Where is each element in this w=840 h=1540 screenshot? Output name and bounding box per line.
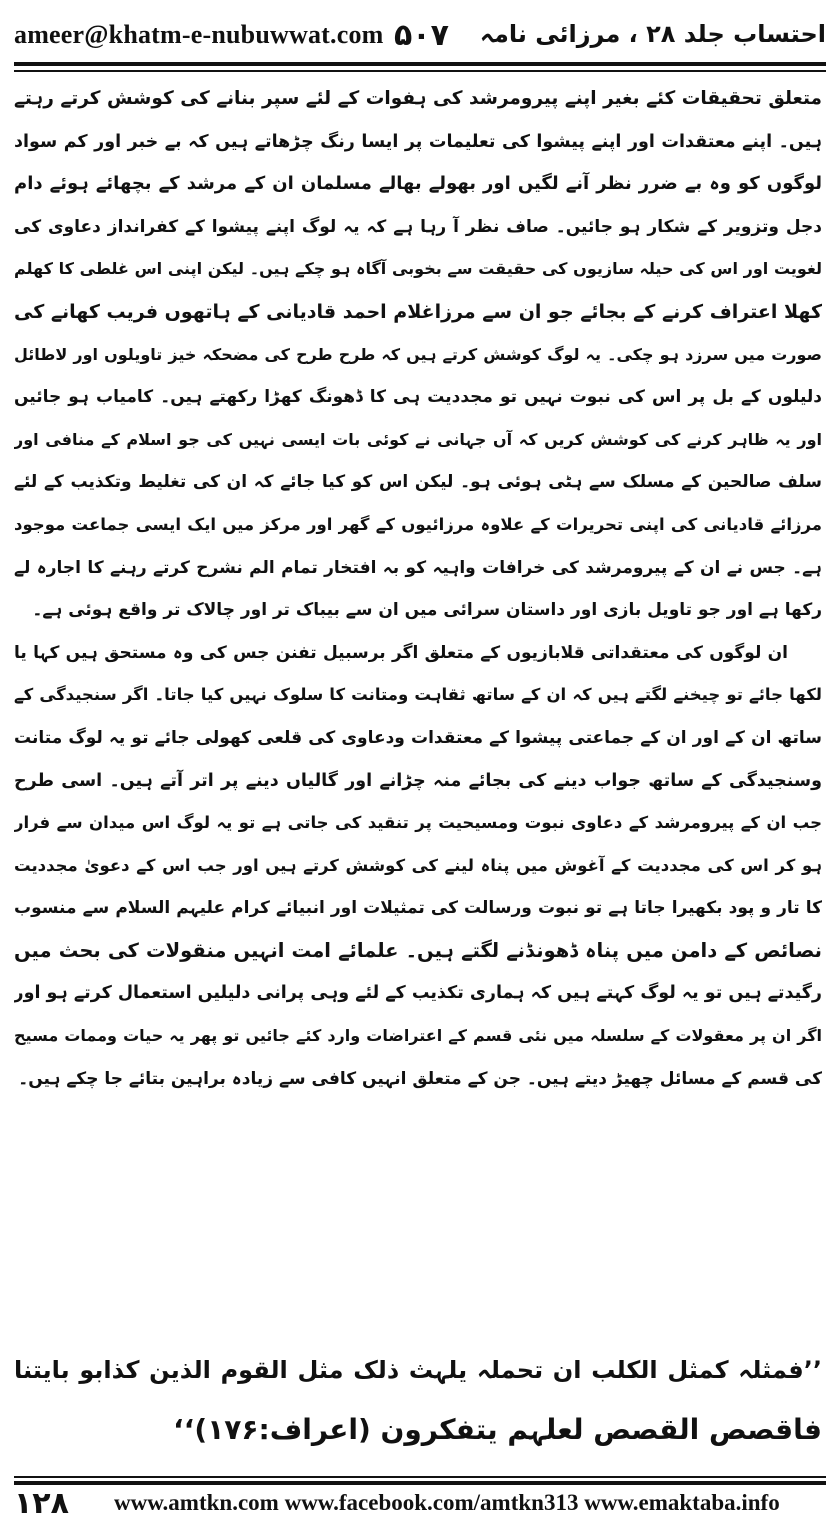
text-line: ساتھ ان کے اور ان کے جماعتی پیشوا کے معتقدات ودعاوی کی قلعی کھولی جائے تو یہ لوگ متانت xyxy=(14,727,822,748)
text-line: سلف صالحین کے مسلک سے ہٹی ہوئی ہو۔ لیکن اس کو کیا جائے کہ ان کی تغلیط وتکذیب کے لئے xyxy=(14,472,822,493)
text-line: دجل وتزویر کے شکار ہو جائیں۔ صاف نظر آ رہا ہے کہ یہ لوگ اپنے پیشوا کے کفرانداز دعاوی کی xyxy=(14,216,822,237)
page-footer xyxy=(14,1478,826,1524)
text-line: مرزائے قادیانی کی اپنی تحریرات کے علاوہ مرزائیوں کے گھر اور مرکز میں ایک ایسی جماعت موجود xyxy=(14,514,822,534)
quote-line-1: ’’فمثلہ کمثل الکلب ان تحملہ یلہث ذلک مثل القوم الذین کذابو بایتنا xyxy=(14,1356,822,1384)
text-line: رگیدتے ہیں تو یہ لوگ کہتے ہیں کہ ہماری تکذیب کے لئے وہی پرانی دلیلیں استعمال کرتے ہو اور xyxy=(14,983,822,1004)
text-line: کھلا اعتراف کرنے کے بجائے جو ان سے مرزاغلام احمد قادیانی کے ہاتھوں فریب کھانے کی xyxy=(14,300,822,323)
text-line: نصائص کے دامن میں پناہ ڈھونڈنے لگتے ہیں۔ علمائے امت انہیں منقولات کی بحث میں xyxy=(14,938,822,962)
folio-number: ۱۲۸ xyxy=(14,1486,69,1521)
text-line: لوگوں کو وہ بے ضرر نظر آنے لگیں اور بھولے بھالے مسلمان ان کے مرشد کے بچھائے ہوئے دام xyxy=(14,173,822,195)
quote-line-2: فاقصص القصص لعلہم یتفکرون (اعراف:۱۷۶)‘‘ xyxy=(173,1413,822,1446)
text-line: جب ان کے پیرومرشد کے دعاوی نبوت ومسیحیت پر تنقید کی جاتی ہے تو یہ لوگ اس میدان سے فرار xyxy=(14,813,822,833)
text-line: ان لوگوں کی معتقداتی قلابازیوں کے متعلق اگر برسبیل تفنن جس کی وہ مستحق ہیں کہا یا xyxy=(14,642,788,663)
text-line: کا تار و پود بکھیرا جاتا ہے تو نبوت ورسالت کی تمثیلات اور انبیائے کرام علیہم السلام سے منسوب xyxy=(14,898,822,919)
text-line: متعلق تحقیقات کئے بغیر اپنے پیرومرشد کی ہفوات کے لئے سپر بنانے کی کوشش کرتے رہتے xyxy=(14,88,822,109)
text-line: رکھا ہے اور جو تاویل بازی اور داستان سرائی میں ان سے بیباک تر اور چالاک تر واقع ہوئی ہے۔ xyxy=(32,600,822,621)
header-rule-thick xyxy=(14,62,826,66)
text-line: ہے۔ جس نے ان کے پیرومرشد کی خرافات واہیہ کو بہ افتخار تمام الم نشرح کرتے رہنے کا اجارہ لے xyxy=(14,557,822,578)
text-line: صورت میں سرزد ہو چکی۔ یہ لوگ کوشش کرتے ہیں کہ طرح طرح کی مضحکہ خیز تاویلوں اور لاطائل xyxy=(14,344,822,364)
body-paragraphs xyxy=(14,78,822,1100)
text-line: ہو کر اس کی مجددیت کے آغوش میں پناہ لینے کی کوشش کرتے ہیں اور جب اس کے دعویٰ مجددیت xyxy=(14,855,822,875)
text-line: اگر ان پر معقولات کے سلسلہ میں نئی قسم کے اعتراضات وارد کئے جائیں تو پھر یہ حیات وممات مسیح xyxy=(14,1026,822,1046)
page-number: ۵۰۷ xyxy=(394,18,449,53)
email-address: ameer@khatm-e-nubuwwat.com xyxy=(14,20,384,49)
text-line: وسنجیدگی کے ساتھ جواب دینے کی بجائے منہ چڑانے اور گالیاں دینے پر اتر آتے ہیں۔ اسی طرح xyxy=(14,770,822,791)
text-line: اور یہ ظاہر کرنے کی کوشش کریں کہ آں جہانی نے کوئی بات ایسی نہیں کی جو اسلام کے منافی اور xyxy=(14,429,822,449)
book-title: احتساب جلد ۲۸ ، مرزائی نامہ xyxy=(479,20,826,48)
quranic-quote xyxy=(14,1340,822,1460)
page-header xyxy=(14,20,826,60)
text-line: دلیلوں کے بل پر اس کی نبوت نہیں تو مجددیت ہی کا ڈھونگ کھڑا رکھتے ہیں۔ کامیاب ہو جائیں xyxy=(14,387,822,408)
text-line: ہیں۔ اپنے معتقدات اور اپنے پیشوا کی تعلیمات پر ایسا رنگ چڑھاتے ہیں کہ بے خبر اور کم سواد xyxy=(14,131,822,152)
text-line: لغویت اور اس کی حیلہ سازیوں کی حقیقت سے بخوبی آگاہ ہو چکے ہیں۔ لیکن اپنی اس غلطی کا کھلم xyxy=(14,259,822,279)
footer-urls: www.amtkn.com www.facebook.com/amtkn313 www.emaktaba.info xyxy=(114,1490,780,1515)
text-line: لکھا جائے تو چیخنے لگتے ہیں کہ ان کے ساتھ ثقاہت ومتانت کا سلوک نہیں کیا جاتا۔ اگر سنجیدگی کے xyxy=(14,685,822,705)
text-line: کی قسم کے مسائل چھیڑ دیتے ہیں۔ جن کے متعلق انہیں کافی سے زیادہ براہین بتائے جا چکے ہیں۔ xyxy=(18,1068,822,1089)
header-rule-thin xyxy=(14,70,826,72)
